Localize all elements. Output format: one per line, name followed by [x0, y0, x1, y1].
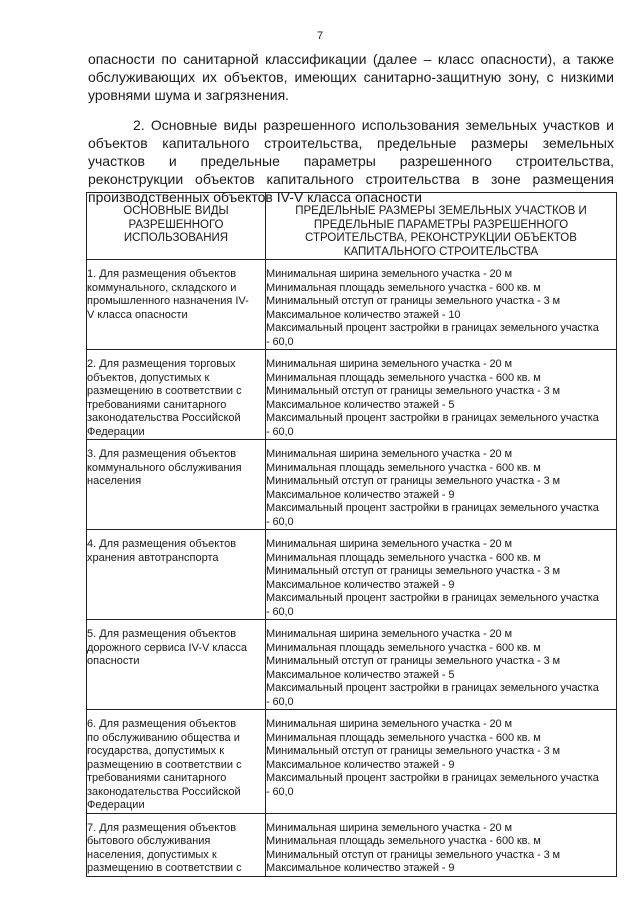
use-cell — [87, 530, 266, 620]
header-params-text: ПРЕДЕЛЬНЫЕ РАЗМЕРЫ ЗЕМЕЛЬНЫХ УЧАСТКОВ И ПРЕДЕЛЬНЫЕ ПАРАМЕТРЫ РАЗРЕШЕННОГО СТРОИТЕЛЬСТВА, РЕКОНСТРУКЦИИ ОБЪЕКТОВ КАПИТАЛЬНОГО СТРОИТЕЛЬСТВА — [295, 205, 587, 258]
page-number: 7 — [316, 30, 324, 42]
table-row — [87, 530, 617, 620]
param-line: Минимальная ширина земельного участка - 20 м — [266, 268, 512, 280]
use-text: 6. Для размещения объектов по обслуживанию общества и государства, допустимых к размещению в соответствии с требованиями санитарного законодательства Российской Федерации — [87, 718, 242, 811]
params-cell — [266, 620, 617, 710]
header-cell-params — [266, 193, 617, 260]
intro-paragraph-2-line: 2. Основные виды разрешенного использования земельных участков и — [133, 117, 614, 133]
table-row — [87, 620, 617, 710]
table-row — [87, 350, 617, 440]
intro-paragraph-2-line: участков и предельные параметры разрешенного строительства, — [88, 153, 614, 169]
use-text: 2. Для размещения торговых объектов, допустимых к размещению в соответствии с требованиями санитарного законодательства Российской Федерации — [87, 358, 242, 438]
param-line: Минимальный отступ от границы земельного участка - 3 м — [266, 745, 561, 757]
table-body — [87, 260, 617, 877]
intro-paragraph-2-line: объектов капитального строительства, предельные размеры земельных — [88, 135, 614, 151]
param-line: Максимальное количество этажей - 9 — [266, 578, 455, 591]
param-line: Минимальная площадь земельного участка - 600 кв. м — [266, 461, 541, 474]
param-line: Максимальный процент застройки в границах земельного участка — [266, 502, 599, 514]
param-line: Минимальный отступ от границы земельного участка - 3 м — [266, 565, 561, 577]
param-line: Максимальное количество этажей - 10 — [266, 308, 461, 321]
use-text: 3. Для размещения объектов коммунального обслуживания населения — [87, 448, 242, 487]
param-line: Минимальная площадь земельного участка - 600 кв. м — [266, 731, 541, 744]
param-line: Минимальная ширина земельного участка - 20 м — [266, 448, 512, 460]
param-line: - 60,0 — [266, 425, 294, 438]
param-line: Минимальный отступ от границы земельного участка - 3 м — [266, 848, 561, 861]
param-line: Максимальное количество этажей - 5 — [266, 668, 455, 681]
intro-paragraph-2-line: реконструкции объектов капитального строительства в зоне размещения — [88, 171, 614, 187]
param-line: - 60,0 — [266, 515, 294, 528]
param-line: Минимальная площадь земельного участка - 600 кв. м — [266, 281, 541, 294]
intro-paragraph-1 — [88, 50, 614, 104]
use-cell — [87, 260, 266, 350]
param-line: Максимальное количество этажей - 9 — [266, 758, 455, 771]
table-row — [87, 710, 617, 814]
params-cell — [266, 813, 617, 876]
intro-paragraph-2-line: производственных объектов IV-V класса опасности — [88, 189, 422, 205]
param-line: Минимальная площадь земельного участка - 600 кв. м — [266, 551, 541, 564]
params-cell — [266, 710, 617, 814]
use-cell — [87, 710, 266, 814]
param-line: Минимальный отступ от границы земельного участка - 3 м — [266, 295, 561, 307]
param-line: Максимальный процент застройки в границах земельного участка — [266, 772, 599, 784]
param-line: Максимальный процент застройки в границах земельного участка — [266, 322, 599, 334]
table-row — [87, 260, 617, 350]
param-line: - 60,0 — [266, 605, 294, 618]
params-cell — [266, 530, 617, 620]
use-text: 7. Для размещения объектов бытового обслуживания населения, допустимых к размещению в соответствии с — [87, 821, 242, 874]
intro-paragraph-1-line: обслуживающих их объектов, имеющих санитарно-защитную зону, с низкими — [88, 69, 614, 85]
header-use-text: ОСНОВНЫЕ ВИДЫ РАЗРЕШЕННОГО ИСПОЛЬЗОВАНИЯ — [123, 205, 229, 244]
table-header-row — [87, 193, 617, 260]
param-line: Минимальная ширина земельного участка - 20 м — [266, 821, 512, 834]
param-line: - 60,0 — [266, 695, 294, 708]
param-line: Максимальный процент застройки в границах земельного участка — [266, 682, 599, 694]
param-line: Минимальная ширина земельного участка - 20 м — [266, 718, 512, 730]
header-cell-use — [87, 193, 266, 260]
param-line: Минимальная площадь земельного участка - 600 кв. м — [266, 641, 541, 654]
use-text: 4. Для размещения объектов хранения автотранспорта — [87, 538, 237, 564]
param-line: Минимальная ширина земельного участка - 20 м — [266, 628, 512, 640]
use-cell — [87, 813, 266, 876]
zoning-table — [86, 192, 617, 877]
use-text: 1. Для размещения объектов коммунального, складского и промышленного назначения IV-V класса опасности — [87, 268, 249, 321]
use-text: 5. Для размещения объектов дорожного сервиса IV-V класса опасности — [87, 628, 247, 667]
param-line: - 60,0 — [266, 335, 294, 348]
params-cell — [266, 350, 617, 440]
table-row — [87, 813, 617, 876]
param-line: Максимальное количество этажей - 5 — [266, 398, 455, 411]
param-line: Минимальный отступ от границы земельного участка - 3 м — [266, 475, 561, 487]
param-line: Максимальное количество этажей - 9 — [266, 862, 455, 874]
param-line: Максимальный процент застройки в границах земельного участка — [266, 412, 599, 424]
intro-paragraph-1-line: уровнями шума и загрязнения. — [88, 87, 290, 103]
param-line: Минимальный отступ от границы земельного участка - 3 м — [266, 385, 561, 397]
use-cell — [87, 440, 266, 530]
intro-paragraph-1-line: опасности по санитарной классификации (далее – класс опасности), а также — [88, 51, 614, 67]
use-cell — [87, 620, 266, 710]
param-line: Максимальное количество этажей - 9 — [266, 488, 455, 501]
param-line: Минимальная ширина земельного участка - 20 м — [266, 538, 512, 550]
param-line: Максимальный процент застройки в границах земельного участка — [266, 592, 599, 604]
table-row — [87, 440, 617, 530]
param-line: Минимальная ширина земельного участка - 20 м — [266, 358, 512, 370]
param-line: Минимальный отступ от границы земельного участка - 3 м — [266, 655, 561, 667]
use-cell — [87, 350, 266, 440]
params-cell — [266, 260, 617, 350]
param-line: - 60,0 — [266, 785, 294, 798]
param-line: Минимальная площадь земельного участка - 600 кв. м — [266, 835, 541, 847]
param-line: Минимальная площадь земельного участка - 600 кв. м — [266, 371, 541, 384]
params-cell — [266, 440, 617, 530]
